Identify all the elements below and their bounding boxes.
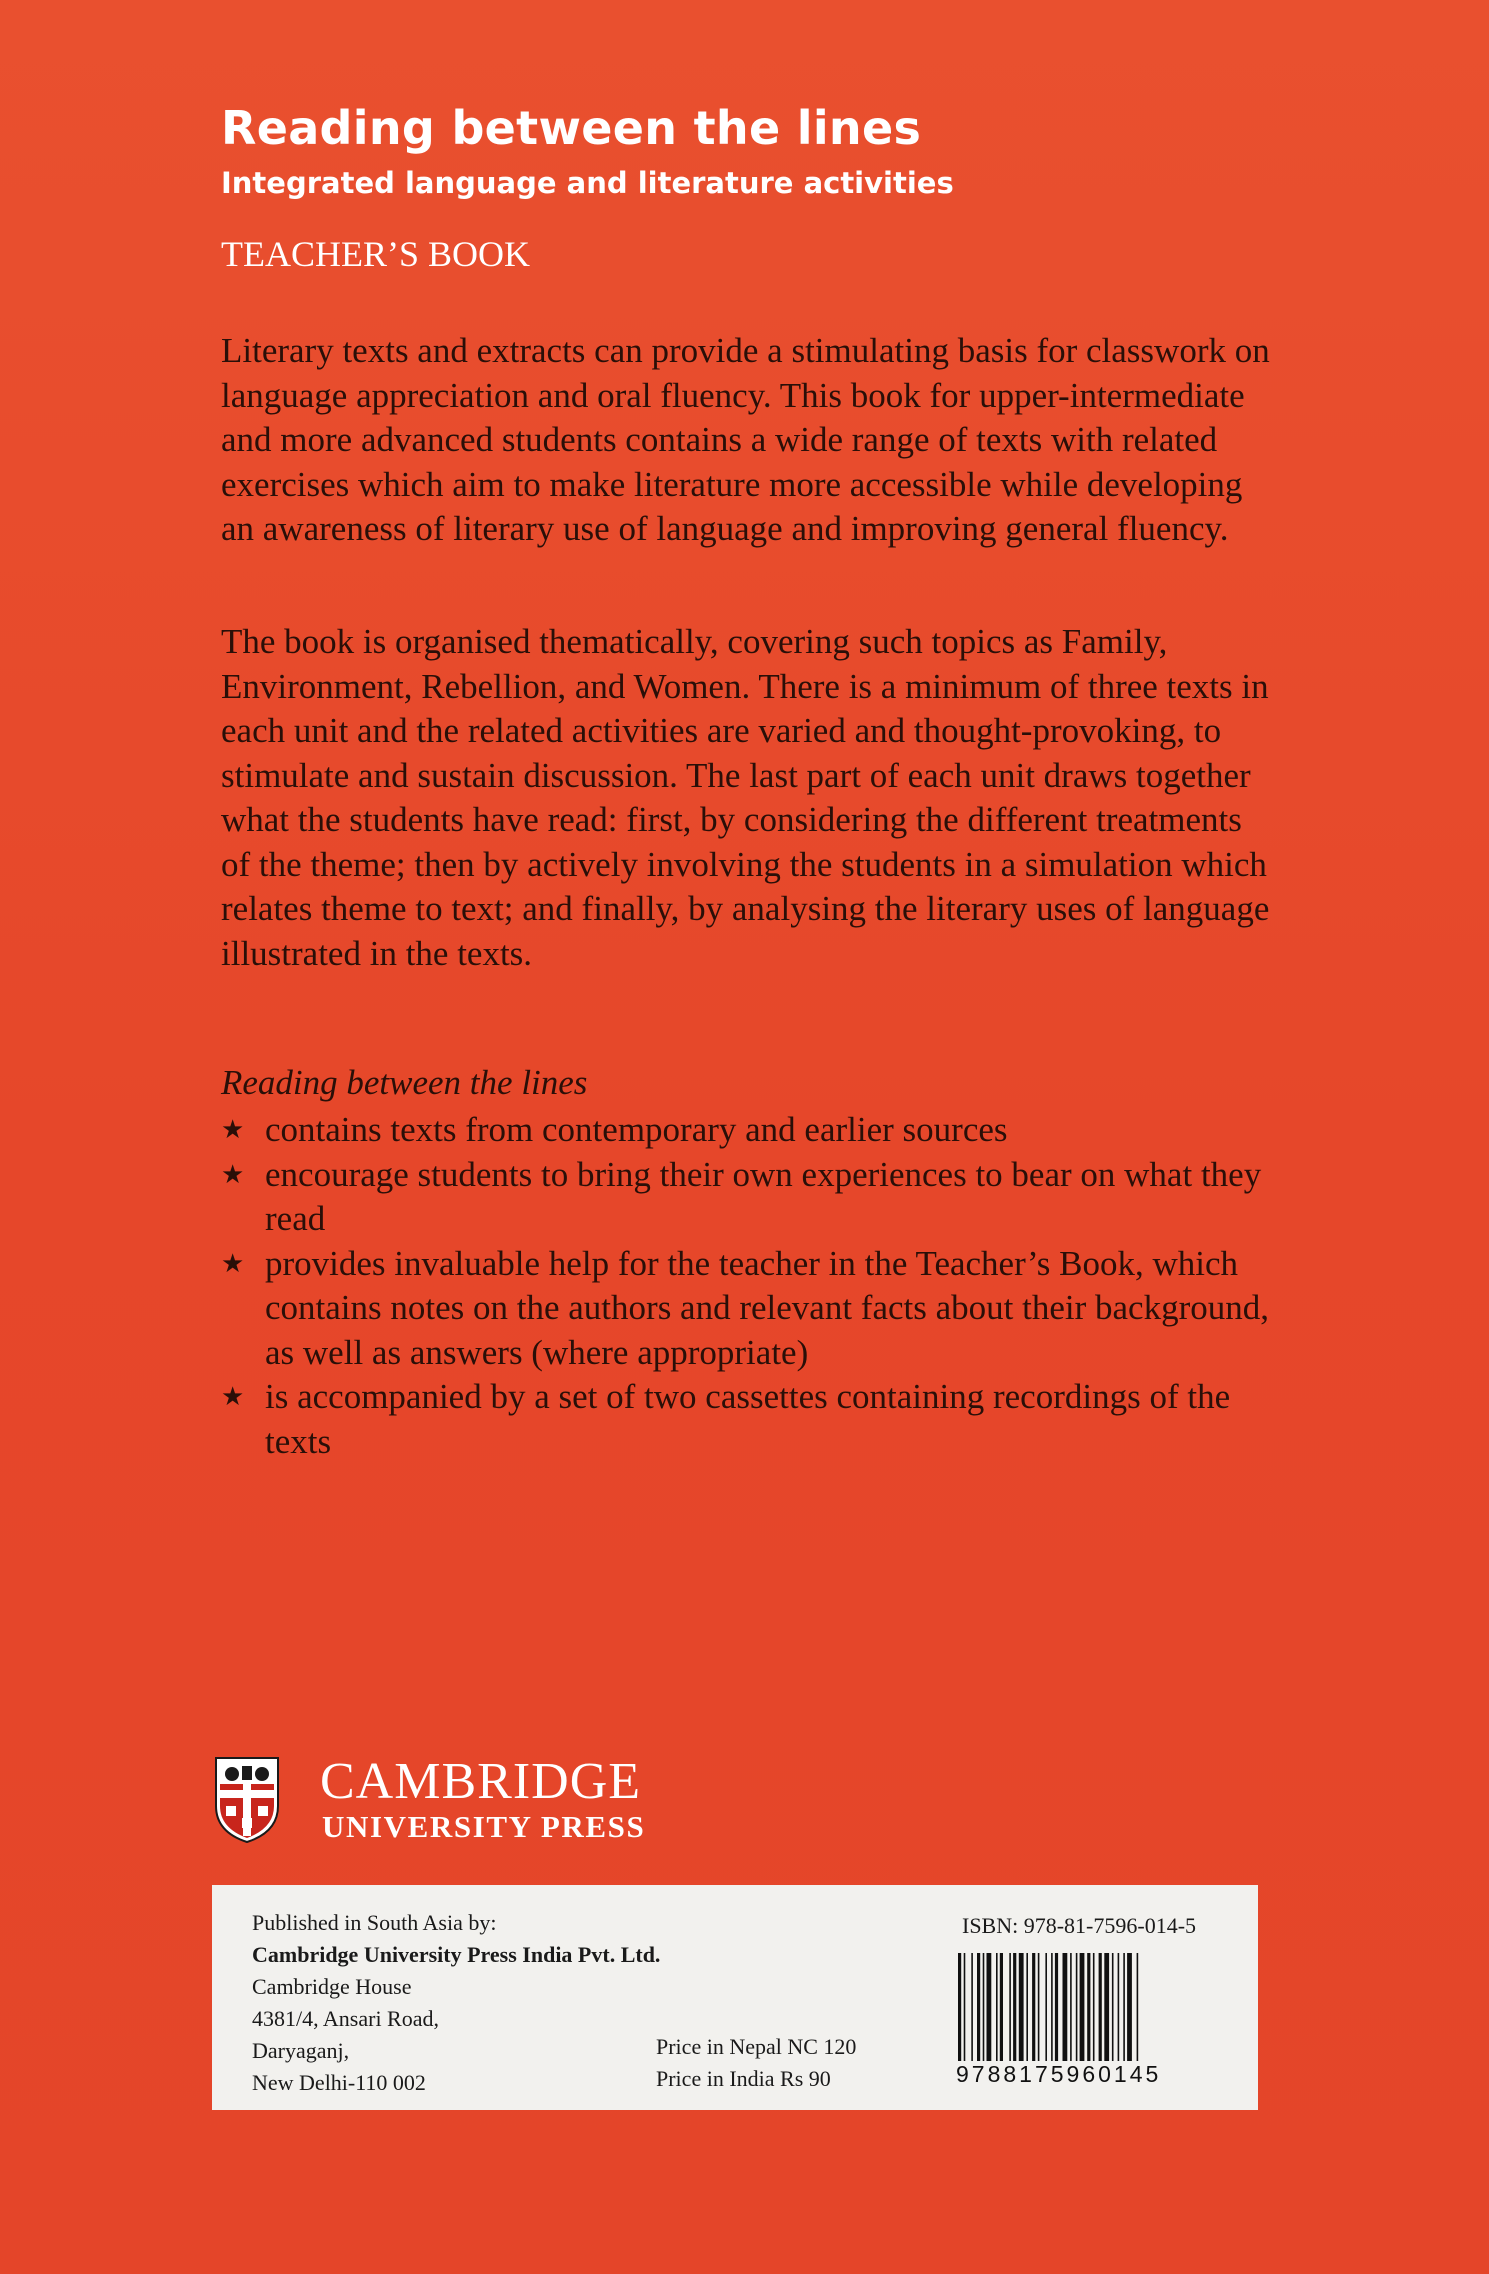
feature-item [221,1242,1301,1376]
address-line: 4381/4, Ansari Road, [252,2006,439,2031]
publisher-subname: UNIVERSITY PRESS [322,1809,646,1844]
publisher-company: Cambridge University Press India Pvt. Ltd. [252,1942,661,1967]
feature-item [221,1375,1301,1464]
address-line: New Delhi-110 002 [252,2070,426,2095]
address-line: Cambridge House [252,1974,412,1999]
imprint-panel [212,1885,1258,2110]
feature-text: encourage students to bring their own experiences to bear on what they read [265,1154,1262,1238]
price-india: Price in India Rs 90 [656,2066,831,2091]
features-list [221,1108,1301,1464]
feature-item [221,1153,1301,1242]
address-line: Daryaganj, [252,2038,350,2063]
star-icon: ★ [221,1248,245,1279]
publisher-address [252,1907,660,2099]
feature-item [221,1108,1301,1153]
price-block [656,2031,856,2095]
price-nepal: Price in Nepal NC 120 [656,2034,857,2059]
star-icon: ★ [221,1382,245,1412]
barcode-digits: 9788175960145 [956,2061,1196,2088]
book-title: Reading between the lines [221,101,922,155]
feature-text: provides invaluable help for the teacher in the Teacher’s Book, which contains notes on the authors and relevant facts about their background, as well as answers (where appropriate) [265,1243,1269,1372]
feature-text: is accompanied by a set of two cassettes containing recordings of the texts [265,1377,1231,1461]
isbn-label: ISBN: 978-81-7596-014-5 [962,1913,1197,1938]
publisher-name: CAMBRIDGE [320,1753,642,1810]
cambridge-crest-icon [212,1754,282,1844]
edition-label: TEACHER’S BOOK [221,234,531,274]
blurb-paragraph-1: Literary texts and extracts can provide a stimulating basis for classwork on language appreciation and oral fluency. This book for upper-intermediate and more advanced students contains a wide range of texts with related exercises which aim to make literature more accessible while developing an awareness of literary use of language and improving general fluency. [221,331,1270,548]
star-icon: ★ [221,1159,245,1190]
book-subtitle: Integrated language and literature activities [221,166,954,200]
feature-text: contains texts from contemporary and earlier sources [265,1110,1008,1149]
blurb-paragraph-2: The book is organised thematically, covering such topics as Family, Environment, Rebellion, and Women. There is a minimum of three texts in each unit and the related activities are varied and thought-provoking, to stimulate and sustain discussion. The last part of each unit draws together what the students have read: first, by considering the different treatments of the theme; then by actively involving the students in a simulation which relates theme to text; and finally, by analysing the literary uses of language illustrated in the texts. [221,622,1270,973]
publisher-logo [212,1754,712,1844]
star-icon: ★ [221,1115,245,1145]
features-heading: Reading between the lines [221,1063,588,1102]
published-label: Published in South Asia by: [252,1910,497,1935]
